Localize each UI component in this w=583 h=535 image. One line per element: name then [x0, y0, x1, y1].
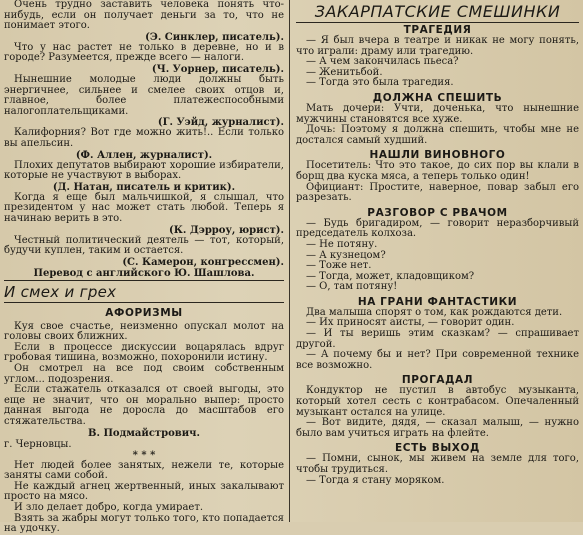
joke-5-line-2: — Их приносят аисты, — говорит один. [306, 317, 515, 329]
aphorism-6: Не каждый агнец жертвенный, иных закалывают просто на мясо. [4, 480, 284, 503]
joke-1-line-1: — Я был вчера в театре и никак не могу понять, что играли: драму или трагедию. [296, 35, 579, 57]
aphorism-5: Нет людей более занятых, нежели те, которые заняты сами собой. [4, 459, 284, 482]
joke-4-line-1: — Будь бригадиром, — говорит неразборчивый председатель колхоза. [296, 217, 579, 240]
joke-1-line-3: — Женитьбой. [306, 66, 383, 78]
left-column [4, 0, 284, 535]
translator-credit: Перевод с английского Ю. Шашлова. [33, 267, 255, 279]
joke-4-line-6: — О, там потяну! [306, 281, 398, 293]
section-title: И смех и грех [4, 282, 117, 301]
aphorism-3: Он смотрел на все под своим собственным углом... подозрения. [4, 363, 284, 385]
joke-4-line-5: — Тогда, может, кладовщиком? [306, 270, 475, 282]
column-divider [289, 0, 290, 522]
joke-2-line-1: Мать дочери: Учти, доченька, что нынешние мужчины становятся все хуже. [296, 102, 579, 125]
quote-1-author: (Э. Синклер, писатель). [145, 31, 284, 43]
quote-7-author: (С. Камерон, конгрессмен). [122, 256, 284, 268]
joke-1-line-2: — А чем закончилась пьеса? [306, 56, 459, 68]
joke-3-title: НАШЛИ ВИНОВНОГО [369, 149, 506, 162]
joke-2-title: ДОЛЖНА СПЕШИТЬ [372, 91, 503, 104]
aphorisms-title: АФОРИЗМЫ [105, 306, 183, 319]
joke-1-title: ТРАГЕДИЯ [403, 24, 472, 36]
quote-3: Нынешние молодые люди должны быть энергичнее, сильнее и смелее своих отцов и, главное, более платежеспособными налогоплательщиками. [4, 73, 284, 117]
quote-3-author: (Г. Уэйд, журналист). [157, 117, 284, 129]
joke-6-line-1: Кондуктор не пустил в автобус музыканта, который хотел сесть с контрабасом. Опечаленный музыкант остался на улице. [296, 385, 579, 418]
quote-5-author: (Д. Натан, писатель и критик). [52, 181, 236, 193]
section-rule [4, 280, 284, 281]
aphorisms-author: В. Подмайстрович. [88, 427, 200, 439]
aphorisms-city: г. Черновцы. [4, 438, 72, 450]
joke-3-line-2: Официант: Простите, наверное, повар забыл его разрезать. [296, 181, 579, 204]
joke-5-line-1: Два малыша спорят о том, как рождаются дети. [306, 306, 563, 318]
joke-7-line-1: — Помни, сынок, мы живем на земле для того, чтобы трудиться. [296, 453, 579, 475]
quote-4: Калифорния? Вот где можно жить!.. Если только вы апельсин. [4, 127, 284, 149]
aphorism-4: Если стажатель отказался от своей выгоды, это еще не значит, что он морально выпер: просто данная выгода не доросла до масштабов его стяжательства. [4, 384, 284, 428]
quote-5: Плохих депутатов выбирают хорошие избиратели, которые не участвуют в выборах. [4, 159, 284, 182]
quote-2: Что у нас растет не только в деревне, но и в городе? Разумеется, прежде всего — налоги. [4, 41, 284, 64]
joke-2-line-2: Дочь: Поэтому я должна спешить, чтобы мне не достался самый худший. [296, 124, 579, 146]
joke-5-title: НА ГРАНИ ФАНТАСТИКИ [357, 295, 518, 308]
joke-4-line-2: — Не потяну. [306, 238, 378, 250]
quote-1: Очень трудно заставить человека понять что-нибудь, если он получает деньги за то, что не понимает этого. [4, 0, 284, 32]
quote-6-author: (К. Дэрроу, юрист). [169, 224, 284, 236]
joke-7-line-2: — Тогда я стану моряком. [306, 474, 445, 486]
section-rule-2 [4, 302, 284, 303]
joke-1-line-4: — Тогда это была трагедия. [306, 77, 454, 89]
joke-6-title: ПРОГАДАЛ [401, 374, 474, 387]
aphorism-7: И зло делает добро, когда умирает. [14, 502, 204, 513]
joke-4-line-4: — Тоже нет. [306, 260, 372, 272]
quote-4-author: (Ф. Аллен, журналист). [75, 149, 213, 161]
quote-2-author: (Ч. Уорнер, писатель). [151, 63, 284, 75]
aphorism-8: Взять за жабры могут только того, кто попадается на удочку. [4, 512, 284, 535]
stars-divider: * * * [132, 449, 156, 461]
joke-7-title: ЕСТЬ ВЫХОД [395, 442, 480, 455]
aphorism-2: Если в процессе дискуссии воцарялась вдруг гробовая тишина, возможно, похоронили истину. [4, 341, 284, 364]
quote-7: Честный политический деятель — тот, который, будучи куплен, таким и остается. [4, 234, 284, 257]
aphorism-1: Куя свое счастье, неизменно опускал молот на головы своих ближних. [4, 320, 284, 343]
joke-3-line-1: Посетитель: Что это такое, до сих пор вы клали в борщ два куска мяса, а теперь только один! [296, 160, 579, 182]
jokes-header: ЗАКАРПАТСКИЕ СМЕШИНКИ [314, 2, 561, 21]
joke-6-line-2: — Вот видите, дядя, — сказал малыш, — нужно было вам учиться играть на флейте. [296, 417, 579, 439]
joke-4-title: РАЗГОВОР С РВАЧОМ [367, 206, 508, 219]
joke-4-line-3: — А кузнецом? [306, 249, 386, 261]
quote-6: Когда я еще был мальчишкой, я слышал, что президентом у нас может стать любой. Теперь я начинаю верить в это. [4, 191, 284, 224]
joke-5-line-3: — И ты веришь этим сказкам? — спрашивает другой. [296, 328, 579, 350]
right-column [296, 0, 579, 486]
joke-5-line-4: — А почему бы и нет? При современной технике все возможно. [296, 349, 579, 371]
header-rule [296, 22, 579, 23]
